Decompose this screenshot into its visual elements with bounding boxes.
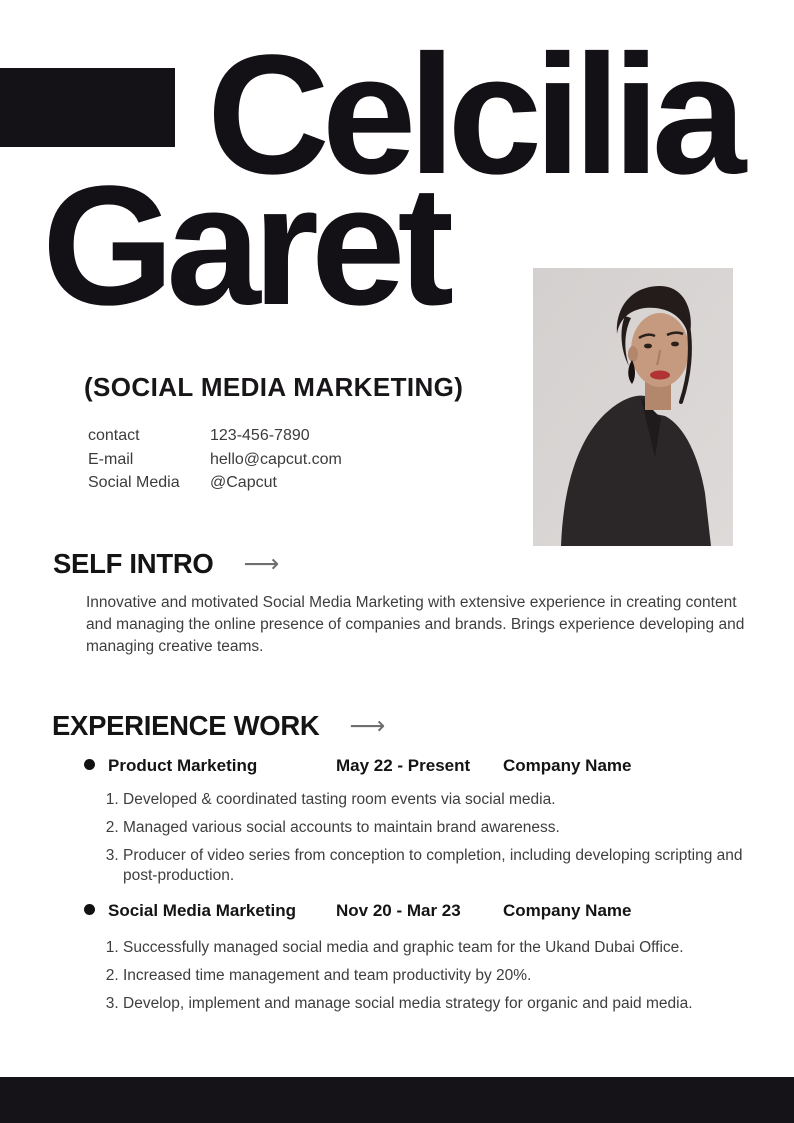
job-2-header bbox=[0, 900, 794, 924]
contact-row-email bbox=[88, 448, 342, 472]
contact-phone-value: 123-456-7890 bbox=[210, 427, 310, 444]
self-intro-heading-label: SELF INTRO bbox=[53, 548, 214, 579]
contact-row-phone bbox=[88, 424, 342, 448]
footer-black-bar bbox=[0, 1077, 794, 1123]
ear bbox=[628, 346, 638, 362]
bullet-dot-icon bbox=[84, 904, 95, 915]
job-2-duty-3: 3. Develop, implement and manage social media strategy for organic and paid media. bbox=[123, 994, 765, 1014]
job-1-duty-1: 1. Developed & coordinated tasting room events via social media. bbox=[123, 790, 765, 810]
bullet-dot-icon bbox=[84, 759, 95, 770]
experience-heading-label: EXPERIENCE WORK bbox=[52, 710, 320, 741]
contact-phone-label: contact bbox=[88, 427, 140, 444]
job-1-header bbox=[0, 755, 794, 779]
lips bbox=[650, 371, 670, 380]
right-arrow-icon: ⟶ bbox=[349, 711, 386, 740]
person-name bbox=[42, 0, 792, 341]
contact-email-value: hello@capcut.com bbox=[210, 450, 342, 468]
job-2-period: Nov 20 - Mar 23 bbox=[336, 901, 461, 920]
contact-social-value: @Capcut bbox=[210, 474, 277, 491]
job-2-duties bbox=[123, 938, 765, 1022]
contact-email-label: E-mail bbox=[88, 450, 134, 468]
contact-social-label: Social Media bbox=[88, 474, 180, 491]
job-1-title: Product Marketing bbox=[108, 756, 258, 775]
last-name: Garet bbox=[42, 151, 447, 341]
job-1-duty-2: 2. Managed various social accounts to maintain brand awareness. bbox=[123, 818, 765, 838]
job-1-company: Company Name bbox=[503, 756, 632, 775]
right-arrow-icon: ⟶ bbox=[243, 549, 280, 578]
contact-row-social bbox=[88, 471, 342, 495]
job-2-title: Social Media Marketing bbox=[108, 901, 296, 920]
eye-right bbox=[671, 342, 679, 347]
experience-heading bbox=[52, 712, 385, 740]
self-intro-heading bbox=[53, 550, 279, 578]
role-title: (SOCIAL MEDIA MARKETING) bbox=[84, 372, 464, 402]
eye-left bbox=[644, 344, 652, 349]
job-1-duty-3: 3. Producer of video series from conception to completion, including developing scripting and post-production. bbox=[123, 846, 765, 886]
contact-block bbox=[88, 424, 342, 495]
job-1-duties bbox=[123, 790, 765, 894]
profile-photo bbox=[533, 268, 733, 546]
job-2-duty-2: 2. Increased time management and team productivity by 20%. bbox=[123, 966, 765, 986]
self-intro-paragraph: Innovative and motivated Social Media Marketing with extensive experience in creating content and managing the online presence of companies and brands. Brings experience developing and managing creative teams. bbox=[86, 594, 745, 655]
job-2-duty-1: 1. Successfully managed social media and graphic team for the Ukand Dubai Office. bbox=[123, 938, 765, 958]
first-name: Celcilia bbox=[207, 20, 739, 210]
job-2-company: Company Name bbox=[503, 901, 632, 920]
job-1-period: May 22 - Present bbox=[336, 756, 471, 775]
